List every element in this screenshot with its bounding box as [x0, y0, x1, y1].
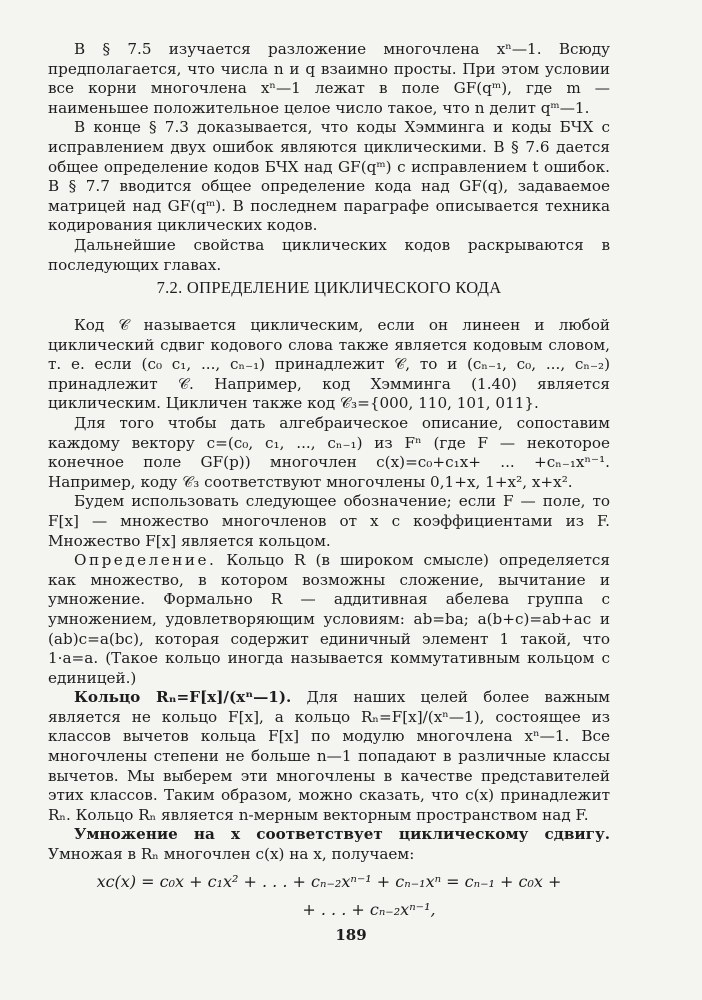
ring-rn-text: Для наших целей более важным является не кольцо F[x], а кольцо Rₙ=F[x]/(xⁿ—1), состоящее из классов вычетов кольца F[x] по модулю многочлена xⁿ—1. Все многочлены степени не больше n—1 попадают в различные классы вычетов. Мы выберем эти многочлены в качестве представителей этих классов. Таким образом, можно сказать, что c(x) принадлежит Rₙ. Кольцо Rₙ является n-мерным векторным пространством над F.: [48, 688, 610, 824]
definition-label: Определение.: [74, 551, 217, 570]
paragraph-cyclic-definition: Код 𝒞 называется циклическим, если он линеен и любой циклический сдвиг кодового слова также является кодовым словом, т. е. если (c₀ c₁, ..., cₙ₋₁) принадлежит 𝒞, то и (cₙ₋₁, c₀, ..., cₙ₋₂) принадлежит 𝒞. Например, код Хэмминга (1.40) является циклическим. Цикличен также код 𝒞₃={000, 110, 101, 011}.: [48, 316, 610, 413]
ring-definition-text: Кольцо R (в широком смысле) определяется как множество, в котором возможны сложение, вычитание и умножение. Формально R — аддитивная абелева группа с умножением, удовлетворяющим условиям: ab=ba; a(b+c)=ab+ac и (ab)c=a(bc), которая содержит единичный элемент 1 такой, что 1·a=a. (Такое кольцо иногда называется коммутативным кольцом с единицей.): [48, 551, 611, 687]
shift-label: Умножение на x соответствует циклическому сдвигу.: [74, 825, 610, 844]
intro-text: [48, 40, 610, 275]
paragraph-shift: [48, 825, 610, 864]
paragraph-ring-rn: [48, 688, 610, 825]
formula-line-1: xc(x) = c₀x + c₁x² + . . . + cₙ₋₂xⁿ⁻¹ + cₙ₋₁xⁿ = cₙ₋₁ + c₀x +: [96, 872, 562, 891]
ring-rn-label: Кольцо Rₙ=F[x]/(xⁿ—1).: [74, 688, 292, 707]
page-number: 189: [335, 926, 367, 944]
paragraph-notation: Будем использовать следующее обозначение; если F — поле, то F[x] — множество многочленов от x с коэффициентами из F. Множество F[x] является кольцом.: [48, 492, 610, 550]
formula-line-2: + . . . + cₙ₋₂xⁿ⁻¹,: [302, 900, 436, 919]
paragraph-ring-definition: [48, 551, 610, 688]
section-heading: 7.2. ОПРЕДЕЛЕНИЕ ЦИКЛИЧЕСКОГО КОДА: [156, 278, 502, 297]
paragraph-7-3: В конце § 7.3 доказывается, что коды Хэмминга и коды БЧХ с исправлением двух ошибок являются циклическими. В § 7.6 дается общее определение кодов БЧХ над GF(qᵐ) с исправлением t ошибок. В § 7.7 вводится общее определение кода над GF(q), задаваемое матрицей над GF(qᵐ). В последнем параграфе описывается техника кодирования циклических кодов.: [48, 118, 610, 235]
paragraph-further: Дальнейшие свойства циклических кодов раскрываются в последующих главах.: [48, 235, 610, 274]
paragraph-algebraic: Для того чтобы дать алгебраическое описание, сопоставим каждому вектору c=(c₀, c₁, ..., cₙ₋₁) из Fⁿ (где F — некоторое конечное поле GF(p)) многочлен c(x)=c₀+c₁x+ ... +cₙ₋₁xⁿ⁻¹. Например, коду 𝒞₃ соответствуют многочлены 0,1+x, 1+x², x+x².: [48, 413, 610, 491]
shift-text: Умножая в Rₙ многочлен c(x) на x, получаем:: [48, 845, 415, 864]
definition-text: [48, 316, 610, 865]
paragraph-7-5: В § 7.5 изучается разложение многочлена xⁿ—1. Всюду предполагается, что числа n и q взаимно просты. При этом условии все корни многочлена xⁿ—1 лежат в поле GF(qᵐ), где m — наименьшее положительное целое число такое, что n делит qᵐ—1.: [48, 40, 610, 117]
